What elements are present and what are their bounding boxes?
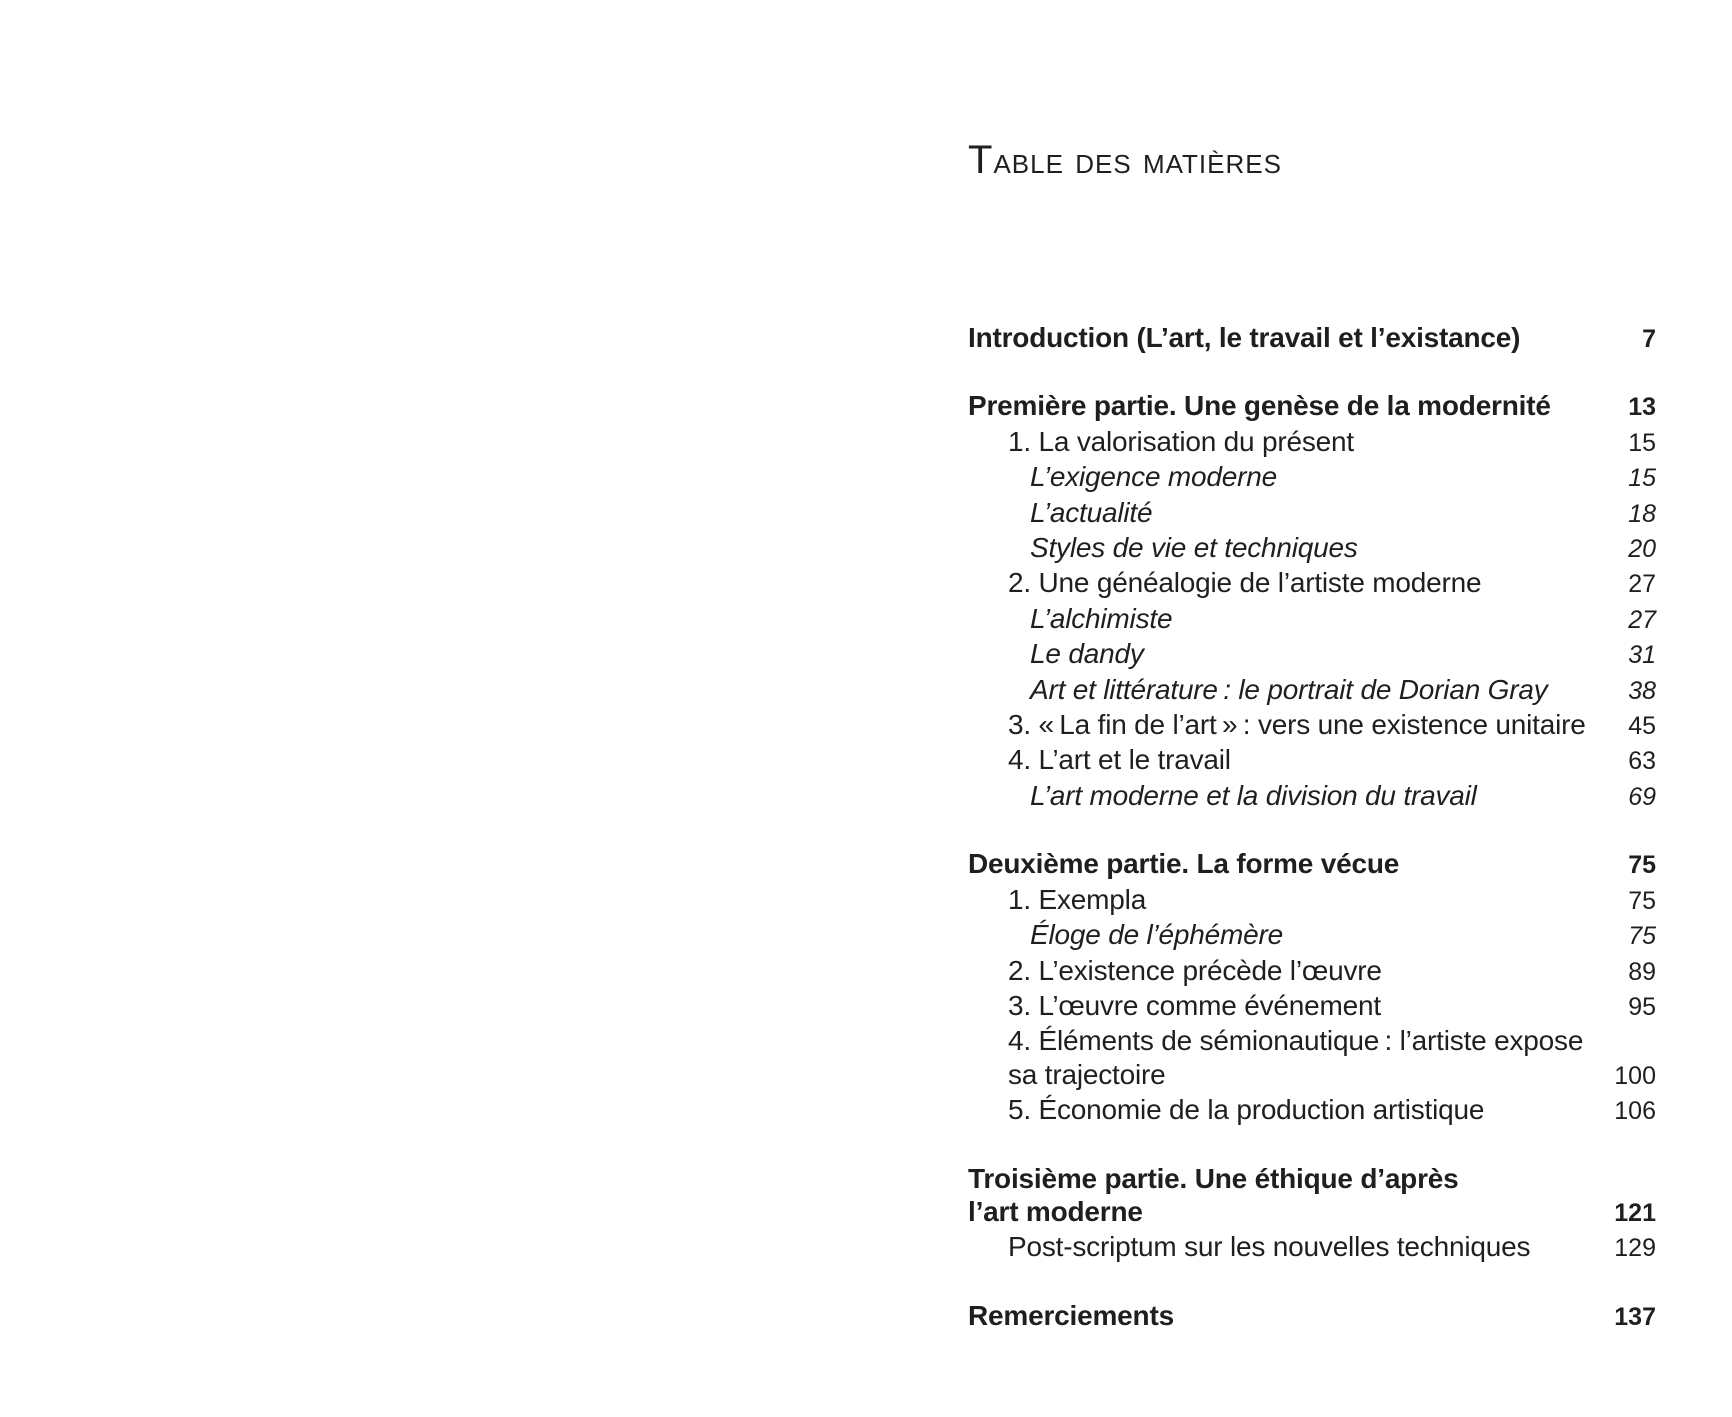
toc-entry-page: 89: [1628, 957, 1656, 986]
toc-entry-label: Première partie. Une genèse de la modernité: [968, 390, 1551, 422]
toc-entry-page: 106: [1614, 1097, 1656, 1126]
toc-entry-label: L’alchimiste: [1030, 602, 1173, 634]
toc-entry-page: 18: [1628, 499, 1656, 528]
toc-entry-page: 31: [1628, 641, 1656, 670]
toc-entry: [968, 425, 1656, 460]
toc-entry-page: 95: [1628, 992, 1656, 1021]
toc-entry-page: 63: [1628, 747, 1656, 776]
toc-entry-label: 3. L’œuvre comme événement: [1008, 989, 1381, 1021]
toc-entry: [968, 389, 1656, 424]
toc-entry-page: 69: [1628, 782, 1656, 811]
toc-entry-page: 75: [1628, 922, 1656, 951]
toc-entry-label: 2. Une généalogie de l’artiste moderne: [1008, 567, 1482, 599]
toc-entry-label: Deuxième partie. La forme vécue: [968, 848, 1400, 880]
toc-entry-label: 5. Économie de la production artistique: [1008, 1094, 1485, 1126]
toc-entry: [968, 989, 1656, 1024]
toc-entry: [968, 566, 1656, 601]
toc-entry: [968, 1058, 1656, 1093]
toc-entry-page: 45: [1628, 712, 1656, 741]
toc-entry: [968, 708, 1656, 743]
toc-entry-label: Styles de vie et techniques: [1030, 532, 1358, 564]
toc-entry: [968, 918, 1656, 953]
toc-entry-label: Troisième partie. Une éthique d’après: [968, 1162, 1459, 1194]
toc-entry: [968, 1195, 1656, 1230]
toc-entry: [968, 1299, 1656, 1334]
toc-entry-label: 1. La valorisation du présent: [1008, 425, 1354, 457]
toc-entry-page: 20: [1628, 535, 1656, 564]
page-title: Table des matières: [968, 137, 1282, 182]
toc-entry: [968, 779, 1656, 814]
toc-entry-page: 13: [1628, 393, 1656, 422]
toc-entry: [968, 954, 1656, 989]
toc-entry-label: 2. L’existence précède l’œuvre: [1008, 954, 1382, 986]
toc-entry-page: 15: [1628, 428, 1656, 457]
toc-entry-label: Éloge de l’éphémère: [1030, 919, 1284, 951]
toc-entry: [968, 1162, 1656, 1195]
toc-entry-label: 4. L’art et le travail: [1008, 744, 1231, 776]
toc-entry-page: 121: [1614, 1198, 1656, 1227]
toc-entry-page: 27: [1628, 605, 1656, 634]
toc-entry-label: sa trajectoire: [1008, 1058, 1166, 1090]
toc-entry-label: Introduction (L’art, le travail et l’existance): [968, 322, 1521, 353]
toc-entry-label: 3. « La fin de l’art » : vers une existence unitaire: [1008, 709, 1586, 741]
toc-entry-page: 129: [1614, 1234, 1656, 1263]
toc-entry: [968, 743, 1656, 778]
toc-entry: [968, 847, 1656, 882]
toc-entry-page: 75: [1628, 851, 1656, 880]
toc-entry-label: Le dandy: [1030, 638, 1144, 670]
toc-entry: [968, 673, 1656, 708]
toc-entry: [968, 1230, 1656, 1265]
toc-entry: [968, 460, 1656, 495]
toc-entry-label: Post-scriptum sur les nouvelles techniques: [1008, 1231, 1531, 1263]
toc-entry-label: L’exigence moderne: [1030, 461, 1278, 493]
toc-entry-label: L’art moderne et la division du travail: [1030, 779, 1477, 811]
toc-entry-page: 75: [1628, 886, 1656, 915]
toc-entry: [968, 1093, 1656, 1128]
toc-entry-label: 1. Exempla: [1008, 883, 1147, 915]
toc-entry-label: 4. Éléments de sémionautique : l’artiste expose: [1008, 1025, 1584, 1057]
toc-entry-page: 100: [1614, 1061, 1656, 1090]
toc-entry: [968, 602, 1656, 637]
toc-entry: [968, 1024, 1656, 1057]
toc-entry: [968, 883, 1656, 918]
toc-entry-page: 137: [1614, 1302, 1656, 1331]
toc-entry-label: l’art moderne: [968, 1195, 1143, 1227]
toc-entry-label: L’actualité: [1030, 496, 1153, 528]
toc-entry-page: 27: [1628, 570, 1656, 599]
toc-entry-label: Art et littérature : le portrait de Dorian Gray: [1030, 673, 1548, 705]
toc-entry-page: 7: [1642, 325, 1656, 353]
toc-entry-page: 15: [1628, 464, 1656, 493]
toc-entry-label: Remerciements: [968, 1299, 1174, 1331]
toc-entry: [968, 531, 1656, 566]
toc-entry: [968, 496, 1656, 531]
toc-entry: [968, 637, 1656, 672]
toc-entry: [968, 321, 1656, 356]
toc-entry-page: 38: [1628, 676, 1656, 705]
toc-list: [968, 321, 1656, 1334]
